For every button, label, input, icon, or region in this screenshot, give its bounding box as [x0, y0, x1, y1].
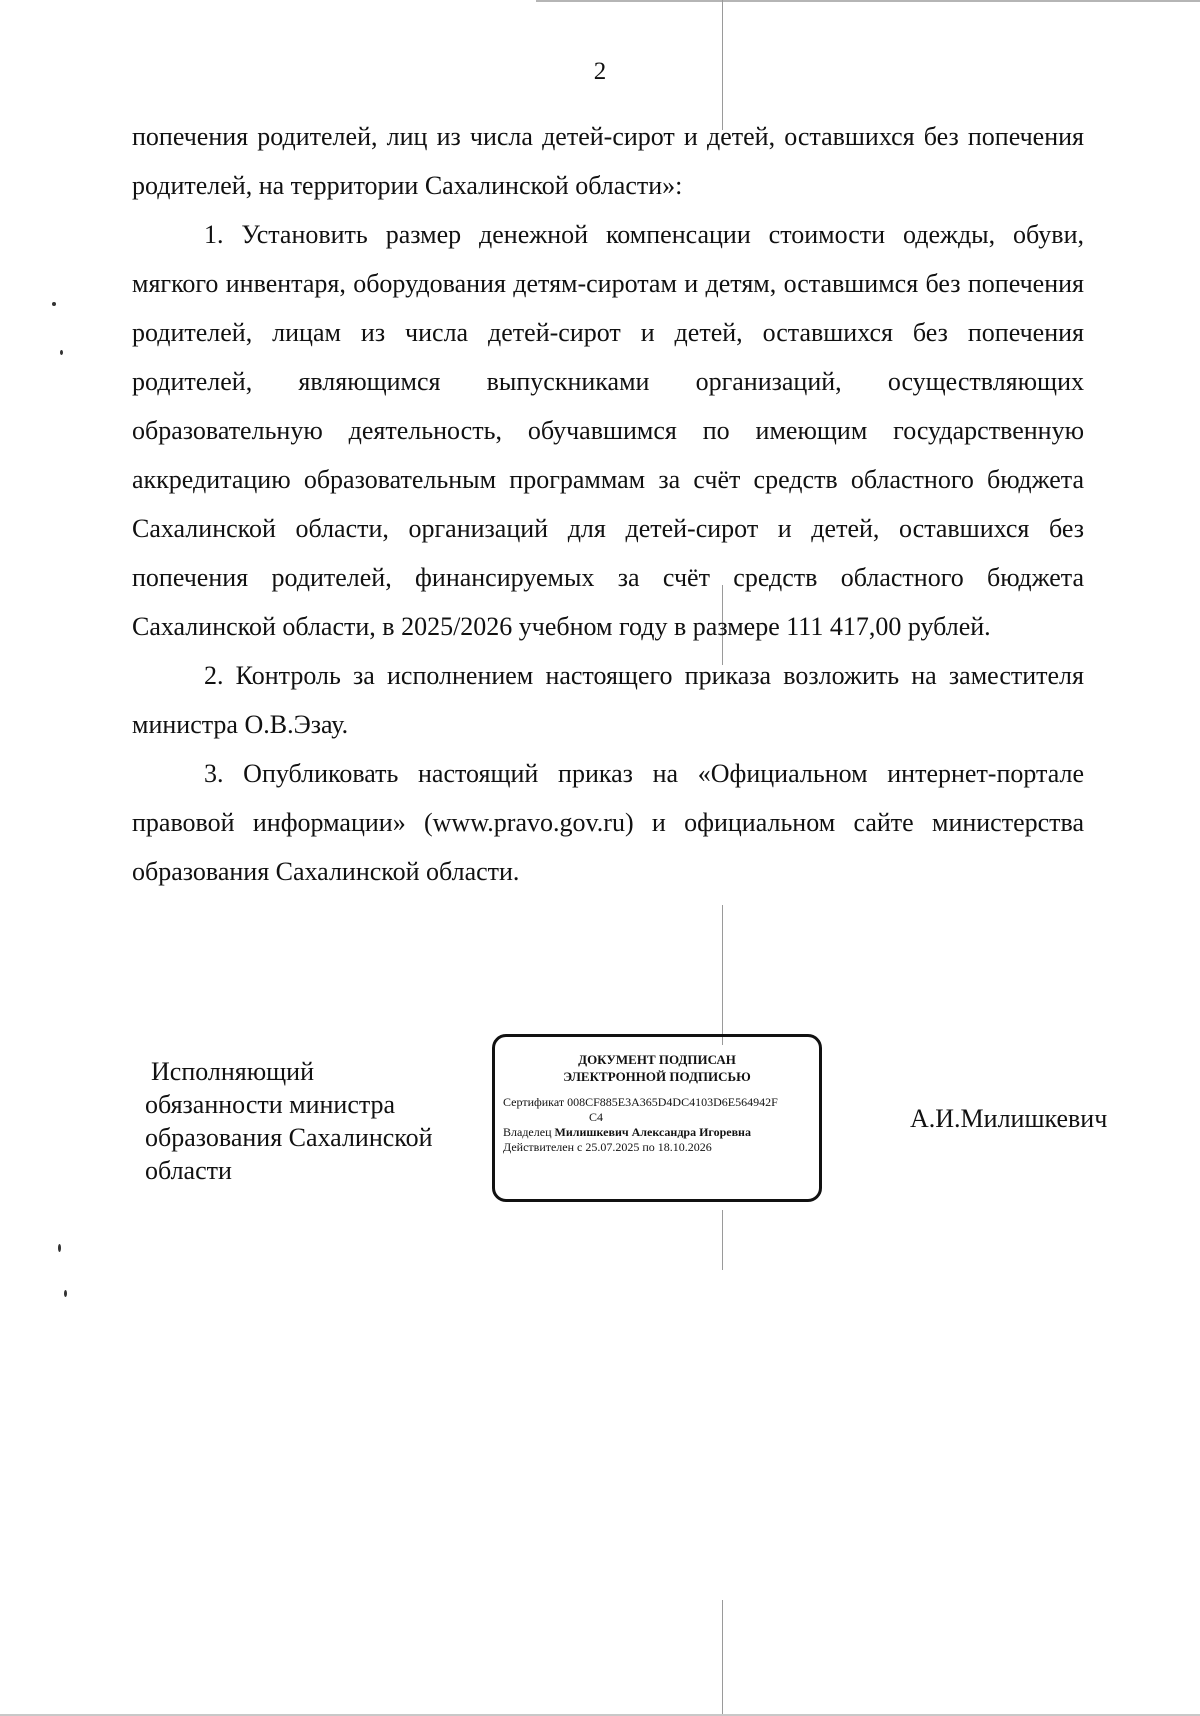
stamp-title-line: ЭЛЕКТРОННОЙ ПОДПИСЬЮ — [563, 1069, 751, 1084]
stamp-certificate — [503, 1095, 811, 1110]
scan-fold-line — [722, 905, 723, 1045]
stamp-title — [503, 1051, 811, 1085]
signer-position — [145, 1055, 475, 1187]
paragraph-item-2: 2. Контроль за исполнением настоящего приказа возложить на заместителя министра О.В.Эзау. — [132, 661, 1084, 739]
stamp-certificate-label: Сертификат — [503, 1095, 565, 1109]
stamp-validity: Действителен с 25.07.2025 по 18.10.2026 — [503, 1140, 712, 1154]
signer-position-line: обязанности министра — [145, 1090, 396, 1119]
stamp-certificate-value: 008CF885E3A365D4DC4103D6E564942F — [567, 1095, 778, 1109]
signer-position-line: области — [145, 1156, 232, 1185]
scan-fold-line — [722, 1210, 723, 1270]
paragraph-item-3: 3. Опубликовать настоящий приказ на «Официальном интернет-портале правовой информации» (www.pravo.gov.ru) и официальном сайте министерства образования Сахалинской области. — [132, 759, 1084, 886]
scan-speck — [64, 1290, 67, 1297]
scan-speck — [58, 1244, 61, 1252]
signer-position-line: образования Сахалинской — [145, 1123, 433, 1152]
signer-position-line: Исполняющий — [151, 1057, 315, 1086]
paragraph-intro-continuation: попечения родителей, лиц из числа детей-сирот и детей, оставшихся без попечения родителей, на территории Сахалинской области»: — [132, 122, 1084, 200]
paragraph-item-1: 1. Установить размер денежной компенсации стоимости одежды, обуви, мягкого инвентаря, оборудования детям-сиротам и детям, оставшимся без попечения родителей, лицам из числа детей-сирот и детей, оставшихся без попечения родителей, являющимся выпускниками организаций, осуществляющих образовательную деятельность, обучавшимся по имеющим государственную аккредитацию образовательным программам за счёт средств областного бюджета Сахалинской области, организаций для детей-сирот и детей, оставшихся без попечения родителей, финансируемых за счёт средств областного бюджета Сахалинской области, в 2025/2026 учебном году в размере 111 417,00 рублей. — [132, 220, 1084, 641]
stamp-certificate-continuation: C4 — [589, 1110, 604, 1124]
document-body — [132, 112, 1084, 896]
electronic-signature-stamp — [492, 1034, 822, 1202]
stamp-owner — [503, 1125, 811, 1140]
page-number: 2 — [593, 58, 607, 85]
scan-top-edge — [536, 0, 1200, 2]
scan-fold-line — [722, 1600, 723, 1716]
stamp-owner-label: Владелец — [503, 1125, 552, 1139]
signer-name: А.И.Милишкевич — [910, 1104, 1108, 1133]
stamp-owner-name: Милишкевич Александра Игоревна — [554, 1125, 751, 1139]
scan-speck — [52, 302, 56, 306]
stamp-title-line: ДОКУМЕНТ ПОДПИСАН — [578, 1052, 736, 1067]
scan-speck — [60, 350, 63, 355]
